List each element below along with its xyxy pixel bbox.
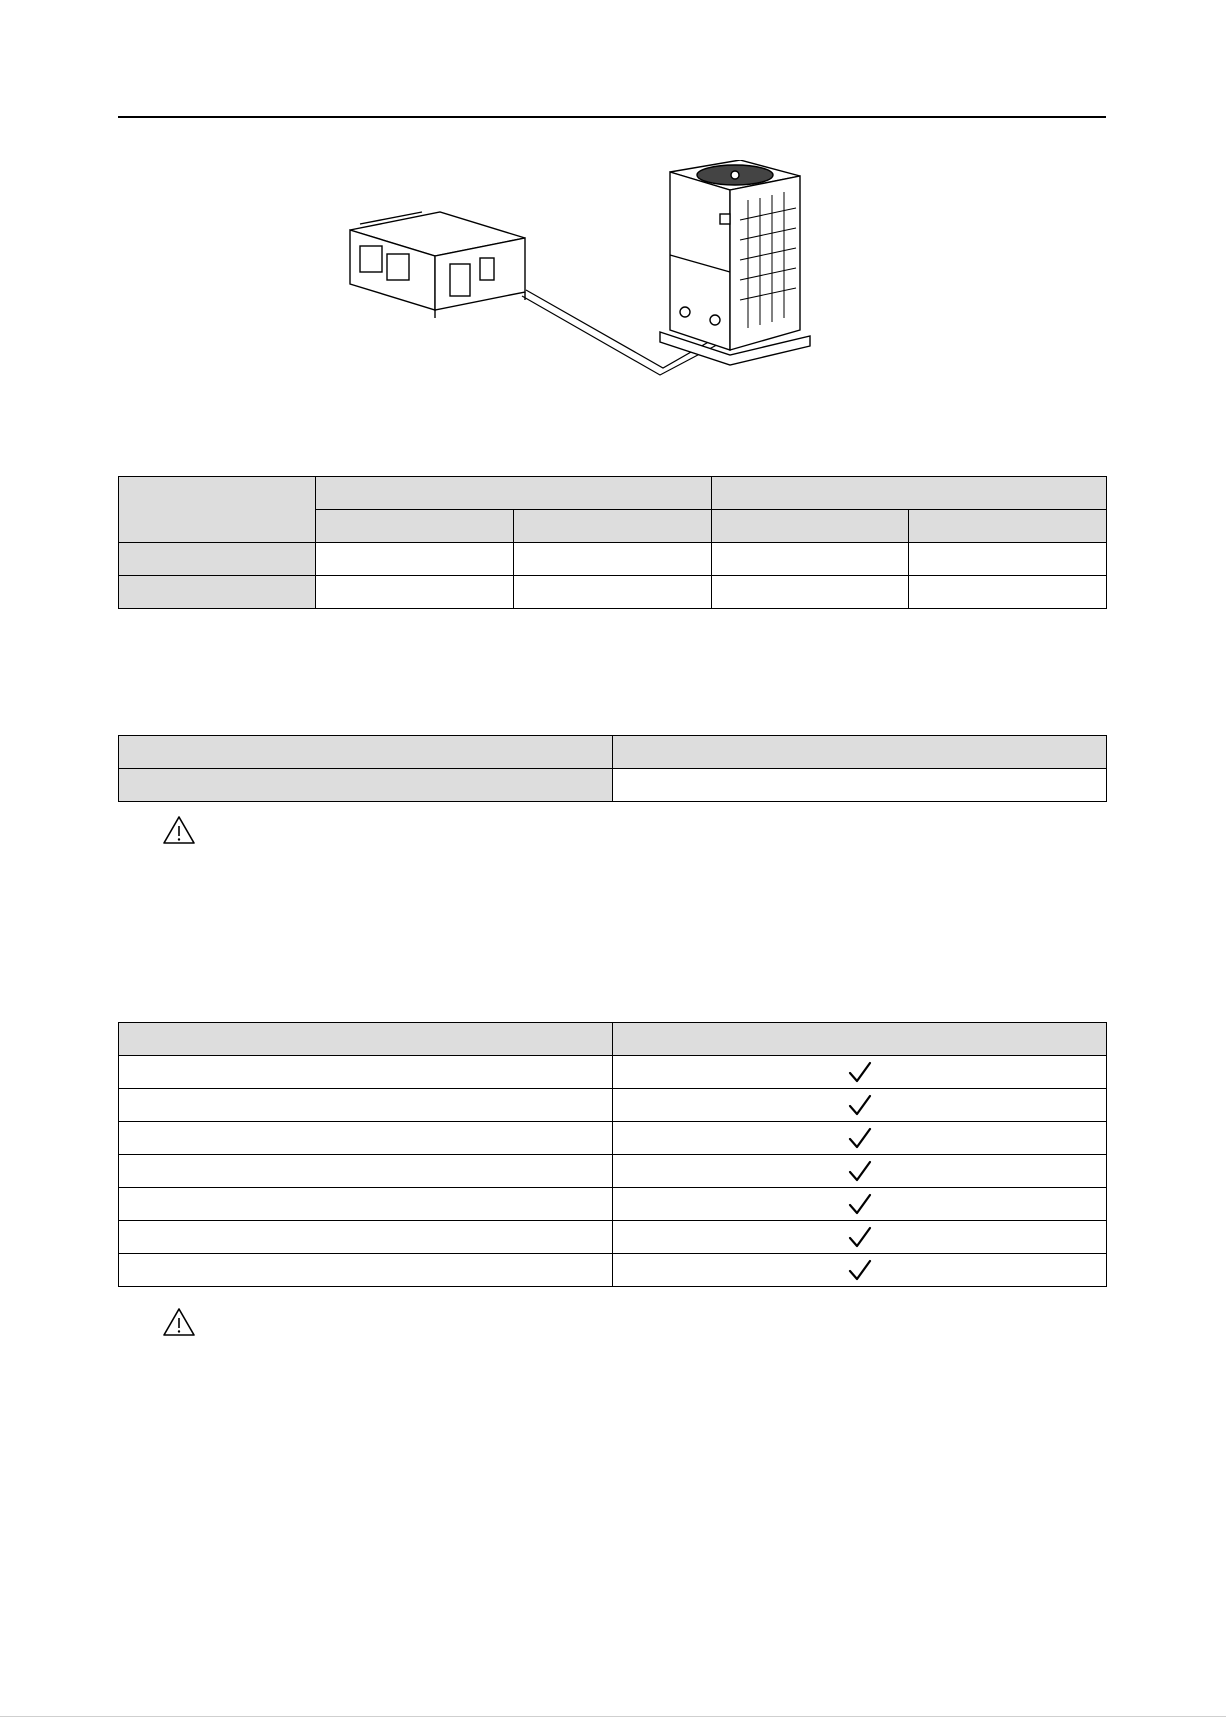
table-row (119, 1056, 1107, 1089)
row-label-cell (119, 1254, 613, 1287)
check-cell (613, 1221, 1107, 1254)
check-cell (613, 1155, 1107, 1188)
check-mark-icon (847, 1126, 873, 1150)
row-label-cell (119, 1122, 613, 1155)
row-label-cell (119, 576, 316, 609)
check-cell (613, 1089, 1107, 1122)
table-cell (712, 543, 909, 576)
table-header-cell (119, 1023, 613, 1056)
check-mark-icon (847, 1060, 873, 1084)
table-cell (909, 543, 1107, 576)
system-illustration (330, 160, 890, 385)
table-cell (514, 576, 712, 609)
check-mark-icon (847, 1225, 873, 1249)
table-cell (712, 576, 909, 609)
indoor-unit-icon (350, 212, 525, 318)
check-cell (613, 1056, 1107, 1089)
table-cell (909, 576, 1107, 609)
table-header-cell (119, 736, 613, 769)
row-label-cell (119, 769, 613, 802)
table-header-cell (613, 736, 1107, 769)
table-header-cell (316, 477, 712, 510)
row-label-cell (119, 543, 316, 576)
table-header-cell (316, 510, 514, 543)
warning-triangle-icon (162, 1307, 196, 1337)
table-row (119, 1188, 1107, 1221)
header-rule (118, 116, 1106, 118)
table-3-body (119, 1056, 1107, 1287)
table-cell (514, 543, 712, 576)
check-cell (613, 1254, 1107, 1287)
table-cell (316, 543, 514, 576)
table-row (119, 1155, 1107, 1188)
row-label-cell (119, 1089, 613, 1122)
table-row (119, 576, 1107, 609)
table-row (119, 1023, 1107, 1056)
table-cell (316, 576, 514, 609)
table-3 (118, 1022, 1107, 1287)
table-1 (118, 476, 1107, 609)
table-row (119, 1221, 1107, 1254)
check-mark-icon (847, 1258, 873, 1282)
table-row (119, 543, 1107, 576)
table-row (119, 1089, 1107, 1122)
table-header-cell (909, 510, 1107, 543)
check-cell (613, 1188, 1107, 1221)
table-row (119, 1122, 1107, 1155)
outdoor-unit-icon (660, 160, 810, 365)
table-header-cell (712, 510, 909, 543)
page-bottom-edge (0, 1716, 1226, 1717)
table-row (119, 477, 1107, 510)
table-header-cell (119, 477, 316, 543)
row-label-cell (119, 1155, 613, 1188)
check-mark-icon (847, 1192, 873, 1216)
row-label-cell (119, 1221, 613, 1254)
warning-triangle-icon (162, 815, 196, 845)
table-row (119, 736, 1107, 769)
table-2 (118, 735, 1107, 802)
table-header-cell (712, 477, 1107, 510)
check-cell (613, 1122, 1107, 1155)
table-row (119, 1254, 1107, 1287)
row-label-cell (119, 1056, 613, 1089)
check-mark-icon (847, 1159, 873, 1183)
row-label-cell (119, 1188, 613, 1221)
table-header-cell (514, 510, 712, 543)
table-row (119, 769, 1107, 802)
check-mark-icon (847, 1093, 873, 1117)
table-header-cell (613, 1023, 1107, 1056)
table-cell (613, 769, 1107, 802)
